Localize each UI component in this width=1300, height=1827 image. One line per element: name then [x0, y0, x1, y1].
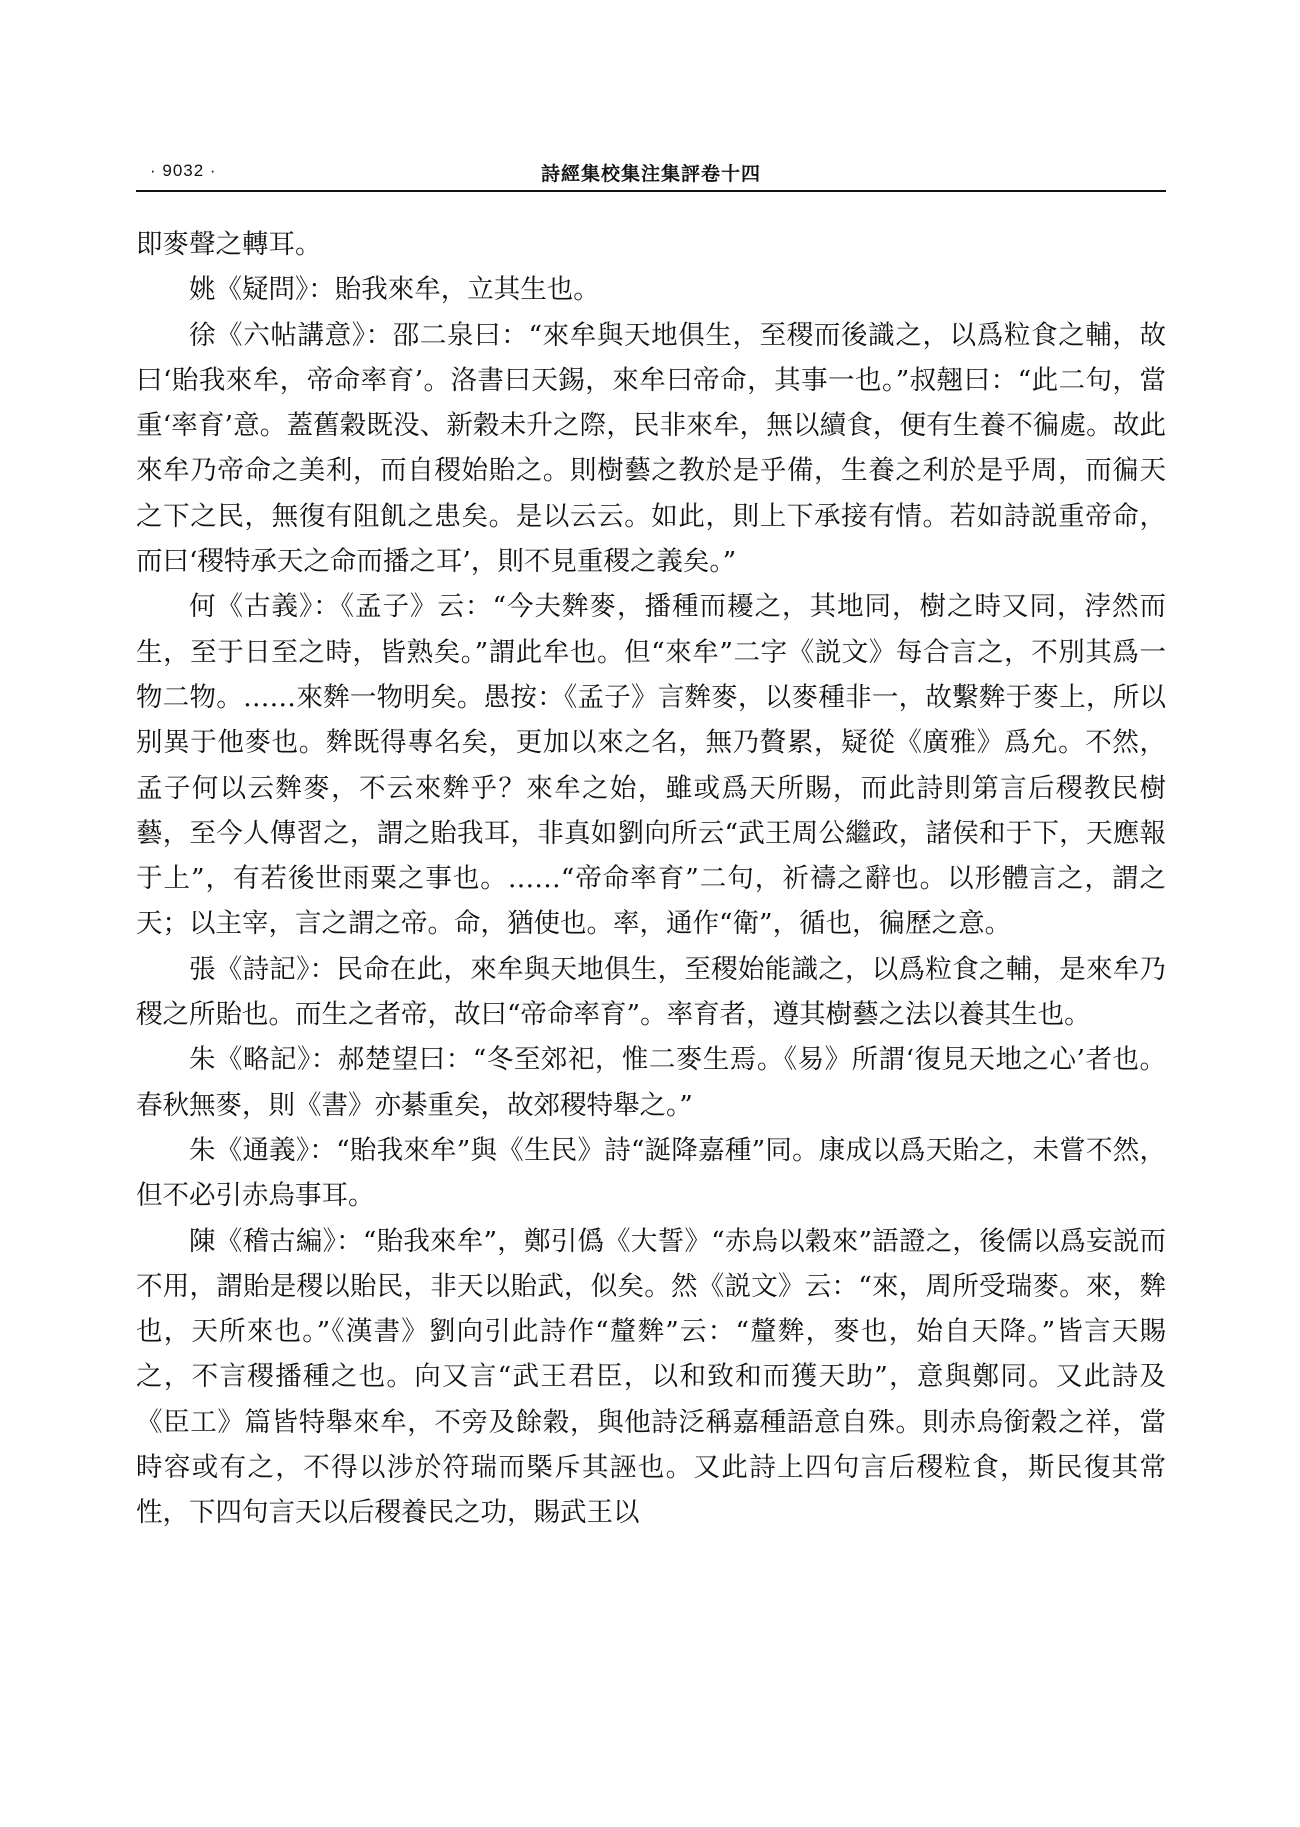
paragraph-he-guyi: 何《古義》：《孟子》云：“今夫麰麥，播種而耰之，其地同，樹之時又同，浡然而生，至于日至之時，皆熟矣。”謂此牟也。但“來牟”二字《説文》每合言之，不別其爲一物二物。……來麰一物明矣。愚按：《孟子》言麰麥，以麥種非一，故繫麰于麥上，所以别異于他麥也。麰既得專名矣，更加以來之名，無乃贅累，疑從《廣雅》爲允。不然，孟子何以云麰麥，不云來麰乎？來牟之始，雖或爲天所賜，而此詩則第言后稷教民樹藝，至今人傳習之，謂之貽我耳，非真如劉向所云“武王周公繼政，諸侯和于下，天應報于上”，有若後世雨粟之事也。……“帝命率育”二句，祈禱之辭也。以形體言之，謂之天；以主宰，言之謂之帝。命，猶使也。率，通作“衛”，循也，徧歷之意。	[136, 591, 1166, 940]
paragraph-continuation: 即麥聲之轉耳。	[136, 229, 322, 260]
paragraph-xu-liutie: 徐《六帖講意》：邵二泉曰：“來牟與天地俱生，至稷而後識之，以爲粒食之輔，故曰‘貽我來牟，帝命率育’。洛書曰天錫，來牟曰帝命，其事一也。”叔翹曰：“此二句，當重‘率育’意。蓋舊穀既没、新穀未升之際，民非來牟，無以續食，便有生養不徧處。故此來牟乃帝命之美利，而自稷始貽之。則樹藝之教於是乎備，生養之利於是乎周，而徧天之下之民，無復有阻飢之患矣。是以云云。如此，則上下承接有情。若如詩説重帝命，而曰‘稷特承天之命而播之耳’，則不見重稷之義矣。”	[136, 319, 1166, 578]
paragraph-zhang-shiji: 張《詩記》：民命在此，來牟與天地俱生，至稷始能識之，以爲粒食之輔，是來牟乃稷之所貽也。而生之者帝，故曰“帝命率育”。率育者，遵其樹藝之法以養其生也。	[136, 953, 1166, 1031]
body-text	[136, 222, 1166, 1536]
page-number: · 9032 ·	[150, 161, 217, 180]
page-header	[136, 152, 1166, 196]
paragraph-yao-yiwen: 姚《疑問》：貽我來牟，立其生也。	[189, 274, 600, 306]
paragraph-zhu-tongyi: 朱《通義》：“貽我來牟”與《生民》詩“誕降嘉種”同。康成以爲天貽之，未嘗不然，但不必引赤烏事耳。	[136, 1134, 1166, 1212]
paragraph-zhu-lueji: 朱《略記》：郝楚望曰：“冬至郊祀，惟二麥生焉。《易》所謂‘復見天地之心’者也。春秋無麥，則《書》亦綦重矣，故郊稷特舉之。”	[136, 1044, 1166, 1121]
header-rule	[136, 190, 1166, 192]
running-title: 詩經集校集注集評卷十四	[540, 163, 761, 185]
paragraph-chen-jigubian: 陳《稽古編》：“貽我來牟”，鄭引僞《大誓》“赤烏以穀來”語證之，後儒以爲妄説而不用，謂貽是稷以貽民，非天以貽武，似矣。然《説文》云：“來，周所受瑞麥。來，麰也，天所來也。”《漢書》劉向引此詩作“釐麰”云：“釐麰，麥也，始自天降。”皆言天賜之，不言稷播種之也。向又言“武王君臣，以和致和而獲天助”，意與鄭同。又此詩及《臣工》篇皆特舉來牟，不旁及餘穀，與他詩泛稱嘉種語意自殊。則赤烏銜穀之祥，當時容或有之，不得以涉於符瑞而槩斥其誣也。又此詩上四句言后稷粒食，斯民復其常性，下四句言天以后稷養民之功，賜武王以	[136, 1225, 1166, 1529]
